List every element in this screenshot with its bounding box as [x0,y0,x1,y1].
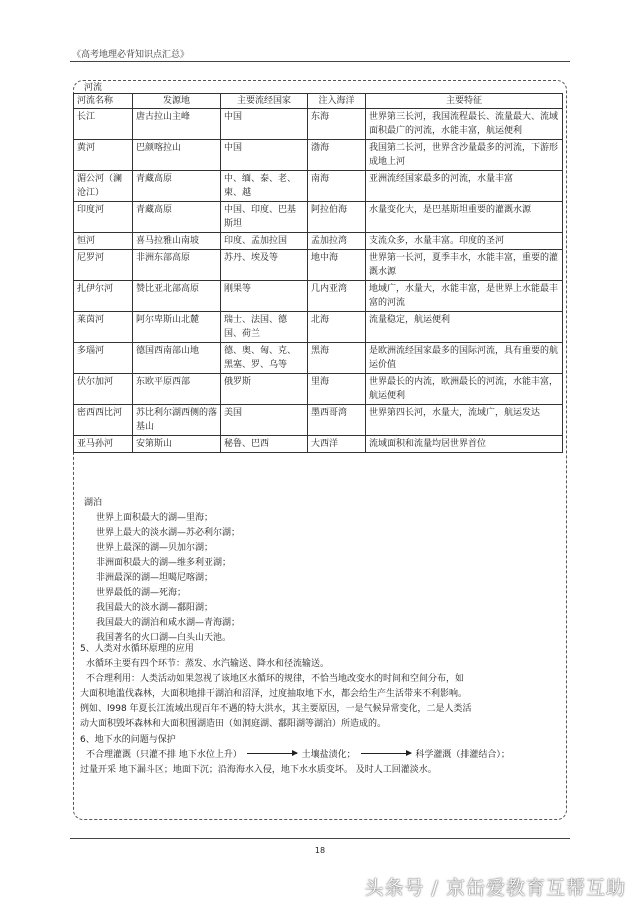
irrigation-cause: 不合理灌溉（只灌不排 地下水位上升） [86,750,242,760]
table-cell: 大西洋 [308,436,366,453]
column-header: 注入海洋 [308,94,366,109]
list-item: 非洲面积最大的湖—维多利亚湖； [96,558,232,568]
table-cell: 支流众多，水量丰富。印度的圣河 [366,233,563,250]
table-row [74,281,563,312]
table-cell: 水量变化大，是巴基斯坦重要的灌溉水源 [366,202,563,233]
table-cell: 世界第四长河，水量大，流域广，航运发达 [366,405,563,436]
section-5-line: 大面积地滥伐森林，大面积地排干湖泊和沼泽，过度抽取地下水，都会给生产生活带来不利影响。 [80,689,468,699]
section-5-line: 动大面积毁坏森林和大面积围湖造田（如洞庭湖、鄱阳湖等湖泊）所造成的。 [80,719,387,729]
irrigation-effect: 土壤盐渍化； [301,750,356,760]
table-cell: 黑海 [308,343,366,374]
table-cell: 印度、孟加拉国 [221,233,308,250]
table-cell: 美国 [221,405,308,436]
column-header: 发源地 [133,94,221,109]
table-cell: 秘鲁、巴西 [221,436,308,453]
section-5-line: 例如、l998 年夏长江流域出现百年不遇的特大洪水，其主要原因，一是气候异常变化，二是人类活 [80,704,472,714]
page-number: 18 [314,846,326,855]
list-item: 我国最大的湖泊和咸水湖—青海湖； [96,618,241,628]
table-cell: 流域面积和流量均居世界首位 [366,436,563,453]
table-cell: 孟加拉湾 [308,233,366,250]
table-cell: 世界第三长河，我国流程最长、流量最大、流域面积最广的河流，水能丰富，航运便利 [366,109,563,140]
document-header: 《高考地理必背知识点汇总》 [72,50,190,60]
list-item: 我国著名的火口湖—白头山天池。 [96,633,232,643]
irrigation-solution: 科学灌溉（排灌结合）； [415,750,510,760]
table-cell: 印度河 [74,202,133,233]
section-6 [80,733,510,778]
table-cell: 中国 [221,109,308,140]
table-cell: 地域广，水量大，水能丰富，是世界上水能最丰富的河流 [366,281,563,312]
table-cell: 长江 [74,109,133,140]
table-cell: 北海 [308,312,366,343]
table-row [74,109,563,140]
table-cell: 阿拉伯海 [308,202,366,233]
table-cell: 是欧洲流经国家最多的国际河流，具有重要的航运价值 [366,343,563,374]
column-header: 主要流经国家 [221,94,308,109]
table-row [74,140,563,171]
table-cell: 南海 [308,171,366,202]
lakes-section [84,496,240,646]
header-divider [70,61,570,62]
table-cell: 里海 [308,374,366,405]
table-cell: 尼罗河 [74,250,133,281]
table-row [74,233,563,250]
section-6-heading: 6、地下水的问题与保护 [80,735,176,745]
rivers-table-body [74,109,563,453]
list-item: 世界上最大的淡水湖—苏必利尔湖； [96,528,241,538]
column-header: 主要特征 [366,94,563,109]
table-cell: 瑞士、法国、德国、荷兰 [221,312,308,343]
table-cell: 阿尔卑斯山北麓 [133,312,221,343]
list-item: 我国最大的淡水湖—鄱阳湖； [96,603,214,613]
table-cell: 唐古拉山主峰 [133,109,221,140]
table-cell: 安第斯山 [133,436,221,453]
table-cell: 青藏高原 [133,171,221,202]
table-cell: 青藏高原 [133,202,221,233]
overuse-line: 过量开采 地下漏斗区；地面下沉；沿海海水入侵，地下水水质变坏。 及时人工回灌淡水。 [80,765,437,775]
table-cell: 苏丹、埃及等 [221,250,308,281]
list-item: 世界上最深的湖—贝加尔湖； [96,543,214,553]
footer-divider [70,838,570,839]
section-5-line: 水循环主要有四个环节：蒸发、水汽输送、降水和径流输送。 [86,659,330,669]
table-row [74,202,563,233]
table-cell: 莱茵河 [74,312,133,343]
table-cell: 喜马拉雅山南坡 [133,233,221,250]
arrow-right-icon [361,753,411,754]
table-row [74,436,563,453]
table-cell: 巴颜喀拉山 [133,140,221,171]
irrigation-line [80,748,510,763]
table-cell: 恒河 [74,233,133,250]
table-row [74,312,563,343]
list-item: 世界上面积最大的湖—里海； [96,513,214,523]
lakes-list [84,511,240,646]
table-cell: 中、缅、泰、老、柬、越 [221,171,308,202]
table-cell: 中国、印度、巴基斯坦 [221,202,308,233]
table-cell: 密西西比河 [74,405,133,436]
rivers-table [73,93,563,453]
table-cell: 世界最长的内流，欧洲最长的河流，水能丰富，航运便利 [366,374,563,405]
arrow-right-icon [247,753,297,754]
table-cell: 黄河 [74,140,133,171]
table-cell: 赞比亚北部高原 [133,281,221,312]
table-cell: 多瑙河 [74,343,133,374]
section-5-heading: 5、人类对水循环原理的应用 [80,644,194,654]
column-header: 河流名称 [74,94,133,109]
table-cell: 德国西南部山地 [133,343,221,374]
table-cell: 世界第一长河，夏季丰水，水能丰富，重要的灌溉水源 [366,250,563,281]
table-row [74,405,563,436]
list-item: 非洲最深的湖—坦噶尼喀湖； [96,573,214,583]
table-row [74,374,563,405]
table-cell: 亚洲流经国家最多的河流，水量丰富 [366,171,563,202]
table-cell: 非洲东部高原 [133,250,221,281]
table-cell: 扎伊尔河 [74,281,133,312]
table-cell: 湄公河（澜沧江） [74,171,133,202]
watermark: 头条号 / 京缶爱教育互帮互助 [364,877,626,899]
table-cell: 苏比利尔湖西侧的落基山 [133,405,221,436]
table-cell: 我国第二长河，世界含沙量最多的河流，下游形成地上河 [366,140,563,171]
table-row [74,250,563,281]
section-5 [80,642,472,732]
list-item: 世界最低的湖—死海； [96,588,187,598]
table-cell: 东海 [308,109,366,140]
table-cell: 几内亚湾 [308,281,366,312]
table-cell: 刚果等 [221,281,308,312]
table-row [74,171,563,202]
lakes-section-title: 湖泊 [84,498,103,508]
table-cell: 东欧平原西部 [133,374,221,405]
table-row [74,343,563,374]
section-5-line: 不合理利用：人类活动如果忽视了该地区水循环的规律，不恰当地改变水的时间和空间分布，如 [86,674,465,684]
table-cell: 亚马孙河 [74,436,133,453]
table-header-row [74,94,563,109]
rivers-section-title: 河流 [84,83,103,93]
table-cell: 德、奥、匈、克、黑塞、罗、乌等 [221,343,308,374]
table-cell: 伏尔加河 [74,374,133,405]
table-cell: 地中海 [308,250,366,281]
table-cell: 俄罗斯 [221,374,308,405]
table-cell: 流量稳定，航运便利 [366,312,563,343]
table-cell: 中国 [221,140,308,171]
table-cell: 渤海 [308,140,366,171]
table-cell: 墨西哥湾 [308,405,366,436]
